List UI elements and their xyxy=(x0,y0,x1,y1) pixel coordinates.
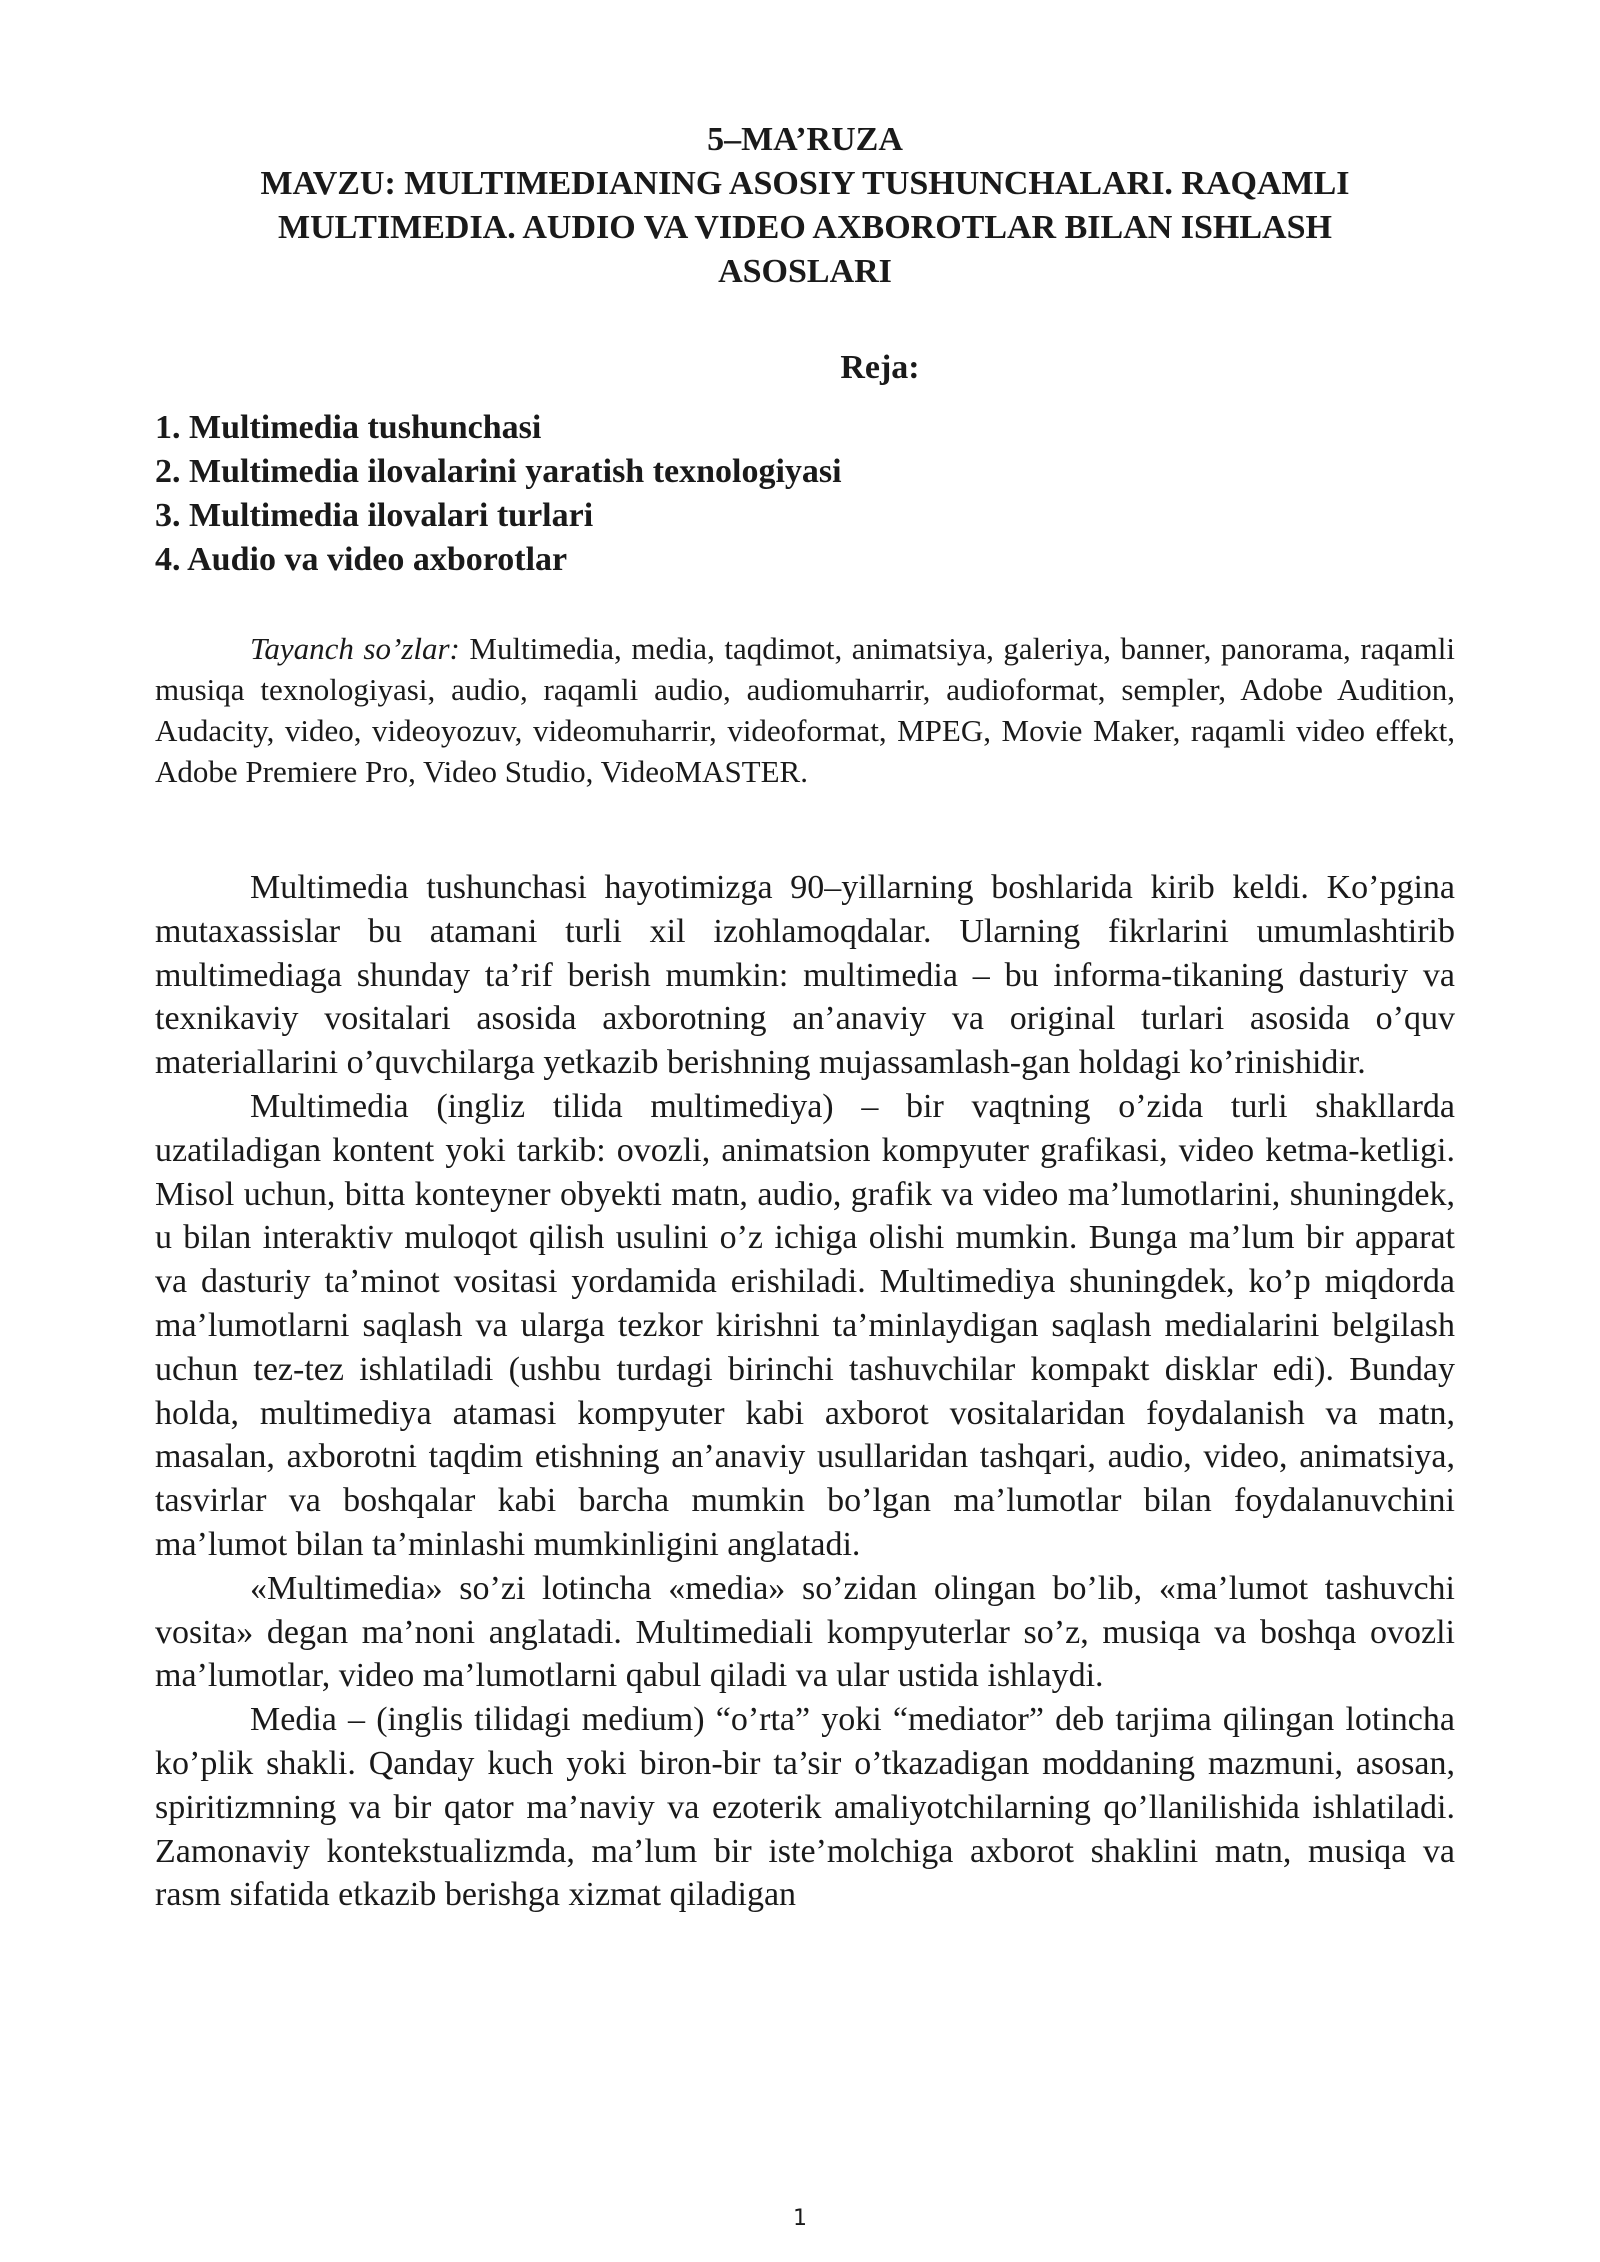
body-paragraph: Multimedia tushunchasi hayotimizga 90–yillarning boshlarida kirib keldi. Ko’pgina mutaxassislar bu atamani turli xil izohlamoqdalar. Ularning fikrlarini umumlashtirib multimediaga shunday ta’rif berish mumkin: multimedia – bu informa-tikaning dasturiy va texnikaviy vositalari asosida axborotning an’anaviy va original turlari asosida o’quv materiallarini o’quvchilarga yetkazib berishning mujassamlash-gan holdagi ko’rinishidir. xyxy=(155,869,1455,1082)
document-page xyxy=(155,118,1455,1917)
plan-item: 1. Multimedia tushunchasi xyxy=(155,409,542,446)
body-paragraph: «Multimedia» so’zi lotincha «media» so’zidan olingan bo’lib, «ma’lumot tashuvchi vosita» degan ma’noni anglatadi. Multimediali kompyuterlar so’z, musiqa va boshqa ovozli ma’lumotlar, video ma’lumotlarni qabul qiladi va ular ustida ishlaydi. xyxy=(155,1569,1455,1695)
body-paragraph: Media – (inglis tilidagi medium) “o’rta” yoki “mediator” deb tarjima qilingan lotincha ko’plik shakli. Qanday kuch yoki biron-bir ta’sir o’tkazadigan moddaning mazmuni, asosan, spiritizmning va bir qator ma’naviy va ezoterik amaliyotchilarning qo’llanilishida ishlatiladi. Zamonaviy kontekstualizmda, ma’lum bir iste’molchiga axborot shaklini matn, musiqa va rasm sifatida etkazib berishga xizmat qiladigan xyxy=(155,1701,1455,1914)
plan-item: 3. Multimedia ilovalari turlari xyxy=(155,497,594,534)
plan-list xyxy=(155,406,1455,582)
body-paragraph: Multimedia (ingliz tilida multimediya) – bir vaqtning o’zida turli shakllarda uzatiladigan kontent yoki tarkib: ovozli, animatsion kompyuter grafikasi, video ketma-ketligi. Misol uchun, bitta konteyner obyekti matn, audio, grafik va video ma’lumotlarini, shuningdek, u bilan interaktiv muloqot qilish usulini o’z ichiga olishi mumkin. Bunga ma’lum bir apparat va dasturiy ta’minot vositasi yordamida erishiladi. Multimediya shuningdek, ko’p miqdorda ma’lumotlarni saqlash va ularga tezkor kirishni ta’minlaydigan saqlash medialarini belgilash uchun tez-tez ishlatiladi (ushbu turdagi birinchi tashuvchilar kompakt disklar edi). Bunday holda, multimediya atamasi kompyuter kabi axborot vositalaridan foydalanish va matn, masalan, axborotni taqdim etishning an’anaviy usullaridan tashqari, audio, video, animatsiya, tasvirlar va boshqalar kabi barcha mumkin bo’lgan ma’lumotlar bilan foydalanuvchini ma’lumot bilan ta’minlashi mumkinligini anglatadi. xyxy=(155,1087,1455,1563)
plan-title: Reja: xyxy=(840,349,920,386)
plan-item: 2. Multimedia ilovalarini yaratish texnologiyasi xyxy=(155,453,842,490)
page-number: 1 xyxy=(793,2206,807,2231)
topic-line: MAVZU: MULTIMEDIANING ASOSIY TUSHUNCHALARI. RAQAMLI xyxy=(260,165,1350,202)
body-text xyxy=(155,866,1455,1917)
keywords-paragraph xyxy=(155,628,1455,792)
plan-item: 4. Audio va video axborotlar xyxy=(155,541,568,578)
keywords-text: Multimedia, media, taqdimot, animatsiya, galeriya, banner, panorama, raqamli musiqa texnologiyasi, audio, raqamli audio, audiomuharrir, audioformat, sempler, Adobe Audition, Audacity, video, videoyozuv, videomuharrir, videoformat, MPEG, Movie Maker, raqamli video effekt, Adobe Premiere Pro, Video Studio, VideoMASTER. xyxy=(155,631,1455,789)
keywords-label: Tayanch so’zlar: xyxy=(250,631,460,666)
topic-line: MULTIMEDIA. AUDIO VA VIDEO AXBOROTLAR BILAN ISHLASH xyxy=(278,209,1332,246)
topic-line: ASOSLARI xyxy=(718,253,892,290)
lecture-number: 5–MA’RUZA xyxy=(707,121,903,158)
lecture-heading xyxy=(155,118,1455,294)
